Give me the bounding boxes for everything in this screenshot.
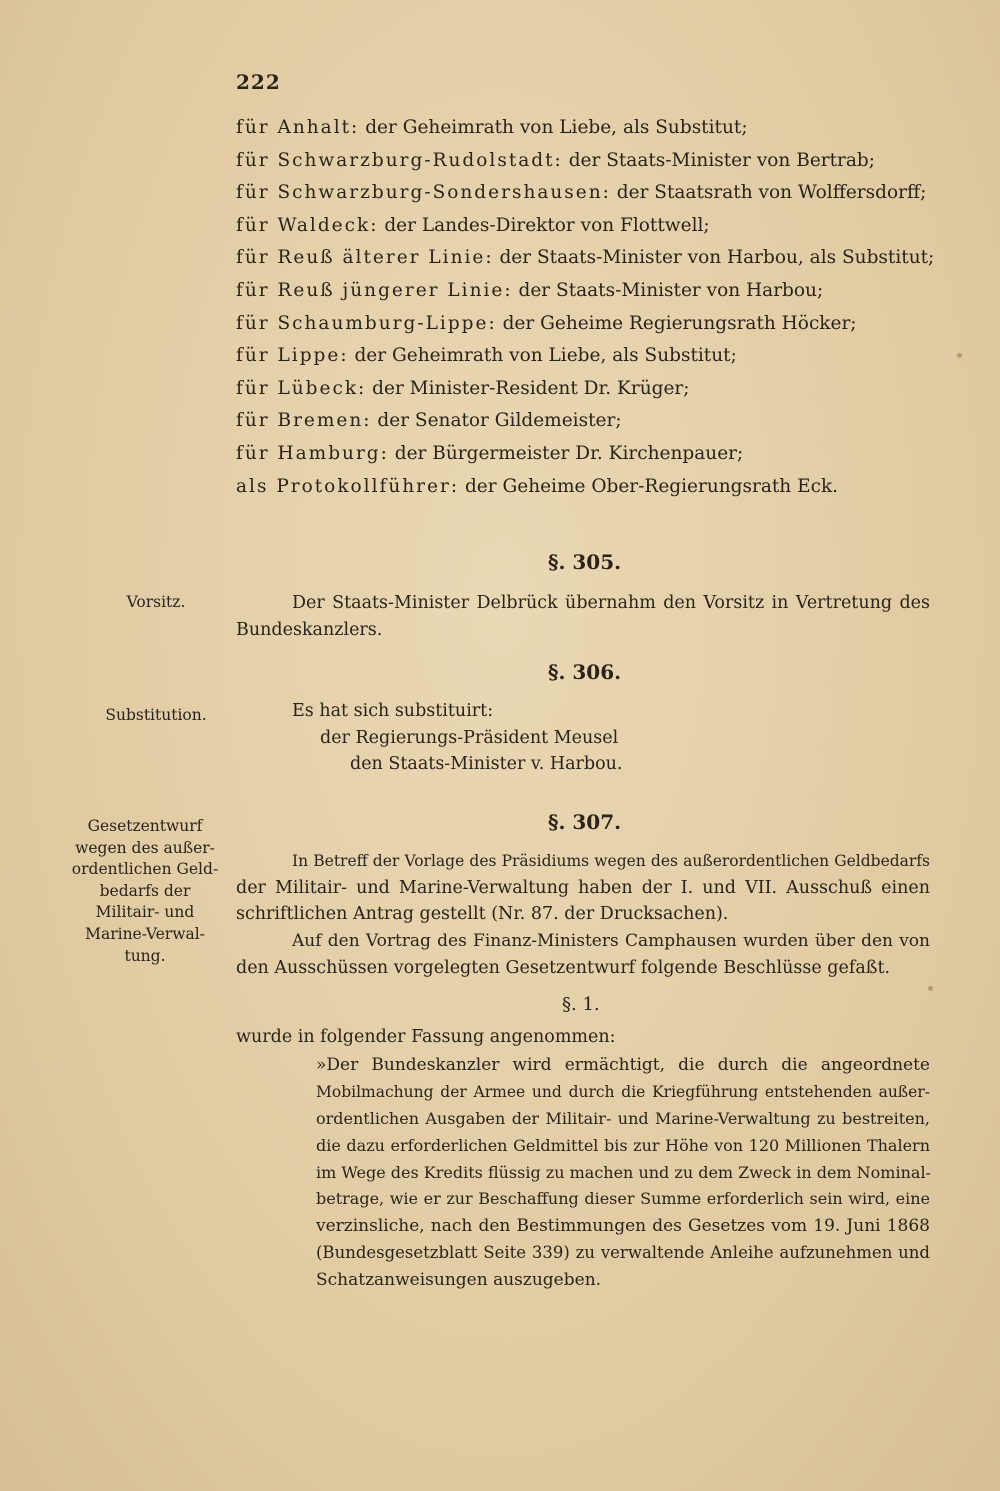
state-label: für Bremen: [236, 410, 372, 432]
delegate-name: der Geheime Regierungsrath Höcker; [502, 312, 857, 334]
delegate-name: der Geheime Ober-Regierungsrath Eck. [464, 475, 839, 497]
margin-line: Militair- und [95, 903, 195, 922]
text-line: den Ausschüssen vorgelegten Gesetzentwurf folgende Beschlüsse gefaßt. [236, 957, 891, 978]
text-line: Es hat sich substituirt: [292, 701, 494, 721]
state-label: für Schaumburg-Lippe: [236, 312, 497, 334]
text-line: Mobilmachung der Armee und durch die Kriegführung entstehenden außer- [316, 1082, 930, 1101]
delegate-name: der Geheimrath von Liebe, als Substitut; [365, 117, 748, 138]
state-label: für Schwarzburg-Rudolstadt: [236, 149, 563, 171]
state-label: für Lübeck: [236, 377, 367, 399]
text-line: der Militair- und Marine-Verwaltung haben der I. und VII. Ausschuß einen [236, 877, 930, 898]
delegate-line [236, 275, 956, 308]
delegate-name: der Staatsrath von Wolffersdorff; [616, 182, 927, 204]
text-line: »Der Bundeskanzler wird ermächtigt, die durch die angeordnete [316, 1055, 930, 1075]
margin-line: wegen des außer- [75, 838, 215, 857]
delegate-name: der Senator Gildemeister; [377, 410, 622, 432]
paragraph-307-2 [236, 928, 930, 981]
text-line: Auf den Vortrag des Finanz-Ministers Camphausen wurden über den von [292, 931, 930, 951]
text-line: Bundeskanzlers. [236, 619, 383, 640]
page-number: 222 [236, 70, 281, 94]
delegate-line [236, 177, 956, 210]
section-heading-305: §. 305. [548, 550, 622, 574]
text-line: Schatzanweisungen auszugeben. [316, 1270, 602, 1291]
paragraph-307-1 [236, 848, 930, 928]
paper-speck [957, 353, 962, 358]
delegate-line [236, 373, 956, 406]
delegate-name: der Geheimrath von Liebe, als Substitut; [354, 345, 737, 367]
state-label: für Reuß jüngerer Linie: [236, 279, 513, 301]
state-label: für Schwarzburg-Sondershausen: [236, 182, 611, 204]
margin-line: ordentlichen Geld- [71, 860, 219, 879]
delegate-line [236, 308, 956, 341]
delegate-line [236, 210, 956, 243]
text-line: betrage, wie er zur Beschaffung dieser Summe erforderlich sein wird, eine [316, 1189, 930, 1209]
paragraph-306 [236, 698, 930, 778]
state-label: für Lippe: [236, 345, 349, 367]
delegate-name: der Staats-Minister von Harbou; [518, 279, 824, 301]
margin-line: Gesetzentwurf [87, 817, 203, 835]
margin-note-substitution: Substitution. [105, 706, 207, 724]
margin-line: Marine-Verwal- [85, 924, 205, 943]
state-label: für Hamburg: [236, 442, 389, 464]
paragraph-305 [236, 590, 930, 643]
section-heading-306: §. 306. [548, 660, 622, 684]
subsection-heading: §. 1. [562, 994, 600, 1015]
delegate-name: der Bürgermeister Dr. Kirchenpauer; [394, 442, 744, 464]
text-line: In Betreff der Vorlage des Präsidiums wegen des außerordentlichen Geldbedarfs [292, 852, 930, 870]
state-label: für Anhalt: [236, 117, 360, 138]
section-heading-307: §. 307. [548, 810, 622, 834]
text-line: Der Staats-Minister Delbrück übernahm den Vorsitz in Vertretung des [292, 593, 930, 613]
text-line: ordentlichen Ausgaben der Militair- und Marine-Verwaltung zu bestreiten, [316, 1108, 930, 1128]
margin-note-gesetzentwurf [70, 816, 220, 967]
quoted-law-text [316, 1052, 930, 1294]
delegate-line [236, 438, 956, 471]
paper-speck [928, 986, 933, 991]
margin-line: bedarfs der [99, 881, 191, 900]
text-line: den Staats-Minister v. Harbou. [350, 754, 623, 774]
text-line: wurde in folgender Fassung angenommen: [236, 1027, 616, 1047]
delegate-line [236, 145, 956, 178]
text-line: die dazu erforderlichen Geldmittel bis zur Höhe von 120 Millionen Thalern [316, 1135, 930, 1155]
delegate-list [236, 112, 956, 503]
state-label: für Waldeck: [236, 214, 379, 236]
text-line: schriftlichen Antrag gestellt (Nr. 87. der Drucksachen). [236, 904, 729, 924]
state-label: für Reuß älterer Linie: [236, 247, 494, 269]
state-label: als Protokollführer: [236, 475, 460, 497]
delegate-name: der Landes-Direktor von Flottwell; [384, 214, 710, 236]
text-line: im Wege des Kredits flüssig zu machen und zu dem Zweck in dem Nominal- [316, 1162, 931, 1182]
delegate-line [236, 112, 956, 145]
delegate-line [236, 242, 956, 275]
text-line: verzinsliche, nach den Bestimmungen des Gesetzes vom 19. Juni 1868 [316, 1216, 930, 1237]
margin-line: tung. [124, 946, 166, 965]
delegate-line [236, 471, 956, 504]
delegate-name: der Staats-Minister von Bertrab; [568, 149, 875, 171]
adopted-line [236, 1024, 930, 1051]
text-line: (Bundesgesetzblatt Seite 339) zu verwaltende Anleihe aufzunehmen und [316, 1243, 930, 1263]
margin-note-vorsitz: Vorsitz. [126, 593, 186, 611]
delegate-line [236, 340, 956, 373]
delegate-line [236, 405, 956, 438]
text-line: der Regierungs-Präsident Meusel [320, 727, 619, 748]
delegate-name: der Minister-Resident Dr. Krüger; [372, 377, 690, 399]
delegate-name: der Staats-Minister von Harbou, als Substitut; [499, 247, 935, 269]
